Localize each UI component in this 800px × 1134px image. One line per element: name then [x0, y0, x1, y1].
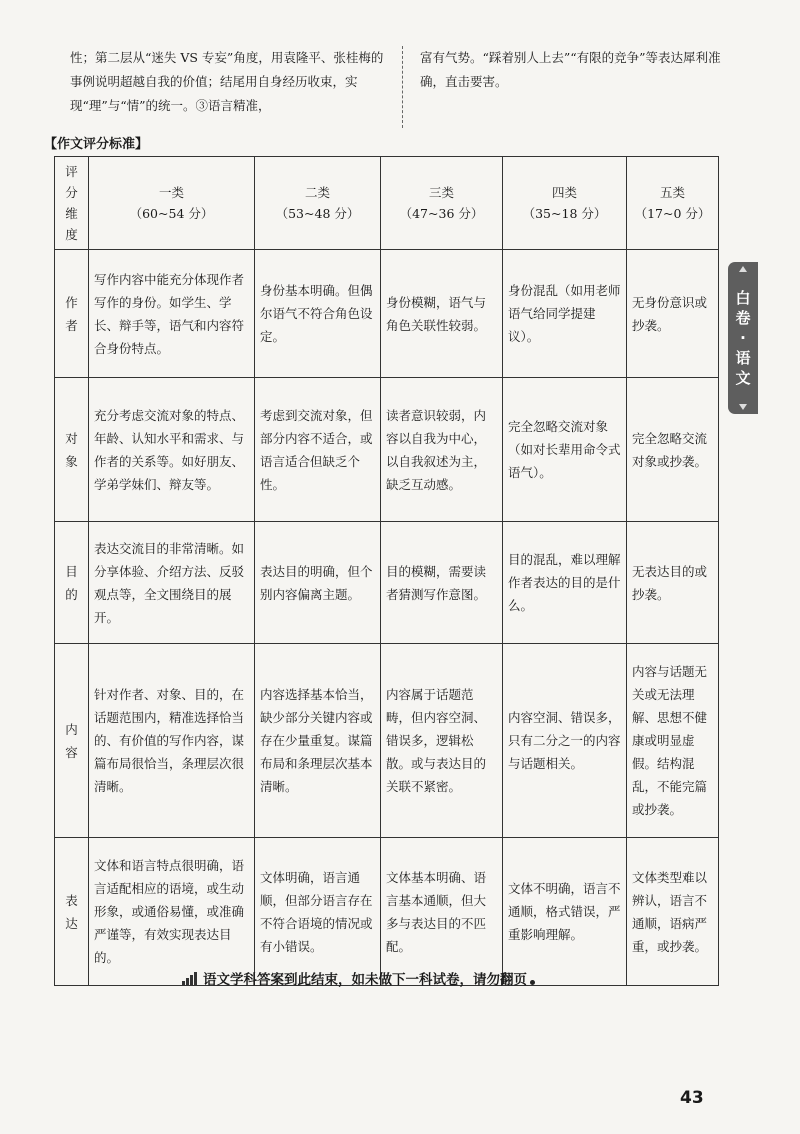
- table-cell: 身份模糊，语气与角色关联性较弱。: [381, 250, 503, 378]
- side-tab-char: 白: [735, 289, 751, 307]
- row-dimension: 作者: [55, 250, 89, 378]
- grade-name: 二类: [304, 185, 330, 200]
- end-note: [182, 967, 535, 989]
- section-title: 【作文评分标准】: [44, 137, 149, 152]
- grade-name: 一类: [158, 185, 184, 200]
- table-cell: 完全忽略交流对象或抄袭。: [627, 378, 719, 522]
- table-cell: 内容空洞、错误多，只有二分之一的内容与话题相关。: [503, 644, 627, 838]
- table-cell: 身份基本明确。但偶尔语气不符合角色设定。: [255, 250, 381, 378]
- grade-header: [255, 157, 381, 250]
- grade-name: 五类: [659, 185, 685, 200]
- table-row: [55, 522, 719, 644]
- column-divider: [402, 46, 403, 128]
- table-corner: 评分维度: [55, 157, 89, 250]
- table-row: [55, 378, 719, 522]
- side-tab-char: 文: [735, 369, 751, 387]
- table-cell: 内容属于话题范畴，但内容空洞、错误多，逻辑松散。或与表达目的关联不紧密。: [381, 644, 503, 838]
- table-cell: 针对作者、对象、目的，在话题范围内，精准选择恰当的、有价值的写作内容，谋篇布局很恰当，条理层次很清晰。: [89, 644, 255, 838]
- page-number: 43: [680, 1088, 704, 1108]
- table-cell: 身份混乱（如用老师语气给同学提建议）。: [503, 250, 627, 378]
- triangle-up-icon: [739, 266, 747, 272]
- row-dimension: 表达: [55, 838, 89, 986]
- table-cell: 写作内容中能充分体现作者写作的身份。如学生、学长、辩手等，语气和内容符合身份特点。: [89, 250, 255, 378]
- table-cell: 读者意识较弱，内容以自我为中心，以自我叙述为主，缺乏互动感。: [381, 378, 503, 522]
- table-cell: 无身份意识或抄袭。: [627, 250, 719, 378]
- side-tab-char: 卷: [735, 309, 751, 327]
- table-cell: 文体不明确，语言不通顺，格式错误，严重影响理解。: [503, 838, 627, 986]
- grade-score: （17~0 分）: [634, 206, 711, 221]
- side-tab-subject: [728, 262, 758, 414]
- dot-icon: [530, 980, 535, 985]
- table-cell: 完全忽略交流对象（如对长辈用命令式语气）。: [503, 378, 627, 522]
- table-cell: 内容与话题无关或无法理解、思想不健康或明显虚假。结构混乱，不能完篇或抄袭。: [627, 644, 719, 838]
- table-row: [55, 838, 719, 986]
- grade-header: [89, 157, 255, 250]
- row-dimension: 内容: [55, 644, 89, 838]
- table-cell: 文体和语言特点很明确，语言适配相应的语境，或生动形象，或通俗易懂，或准确严谨等，有效实现表达目的。: [89, 838, 255, 986]
- grade-score: （53~48 分）: [275, 206, 360, 221]
- grade-name: 三类: [428, 185, 454, 200]
- grade-score: （35~18 分）: [522, 206, 607, 221]
- grade-score: （47~36 分）: [399, 206, 484, 221]
- side-tab-char: 语: [735, 349, 751, 367]
- row-dimension: 对象: [55, 378, 89, 522]
- triangle-down-icon: [739, 404, 747, 410]
- table-cell: 文体明确，语言通顺，但部分语言存在不符合语境的情况或有小错误。: [255, 838, 381, 986]
- row-dimension: 目的: [55, 522, 89, 644]
- grade-score: （60~54 分）: [129, 206, 214, 221]
- table-cell: 内容选择基本恰当，缺少部分关键内容或存在少量重复。谋篇布局和条理层次基本清晰。: [255, 644, 381, 838]
- top-text-area: [70, 46, 730, 128]
- end-note-text: 语文学科答案到此结束，如未做下一科试卷，请勿翻页: [203, 972, 527, 988]
- grade-header: [381, 157, 503, 250]
- grade-header: [503, 157, 627, 250]
- grade-name: 四类: [551, 185, 577, 200]
- table-row: [55, 250, 719, 378]
- table-cell: 目的模糊，需要读者猜测写作意图。: [381, 522, 503, 644]
- table-cell: 表达交流目的非常清晰。如分享体验、介绍方法、反驳观点等，全文围绕目的展开。: [89, 522, 255, 644]
- table-cell: 考虑到交流对象，但部分内容不适合，或语言适合但缺乏个性。: [255, 378, 381, 522]
- top-text-right: 富有气势。“踩着别人上去”“有限的竞争”等表达犀利准确，直击要害。: [420, 50, 721, 89]
- table-row: [55, 644, 719, 838]
- table-cell: 充分考虑交流对象的特点、年龄、认知水平和需求、与作者的关系等。如好朋友、学弟学妹们、辩友等。: [89, 378, 255, 522]
- table-cell: 表达目的明确，但个别内容偏离主题。: [255, 522, 381, 644]
- rubric-table: [54, 156, 719, 986]
- table-cell: 文体类型难以辨认，语言不通顺，语病严重，或抄袭。: [627, 838, 719, 986]
- side-tab-char: ·: [740, 329, 746, 347]
- table-cell: 目的混乱，难以理解作者表达的目的是什么。: [503, 522, 627, 644]
- grade-header: [627, 157, 719, 250]
- table-cell: 文体基本明确、语言基本通顺，但大多与表达目的不匹配。: [381, 838, 503, 986]
- signal-bars-icon: [182, 970, 198, 986]
- top-text-left: 性；第二层从“迷失 VS 专妄”角度，用袁隆平、张桂梅的事例说明超越自我的价值；结尾用自身经历收束，实现“理”与“情”的统一。③语言精准，: [70, 50, 384, 113]
- table-cell: 无表达目的或抄袭。: [627, 522, 719, 644]
